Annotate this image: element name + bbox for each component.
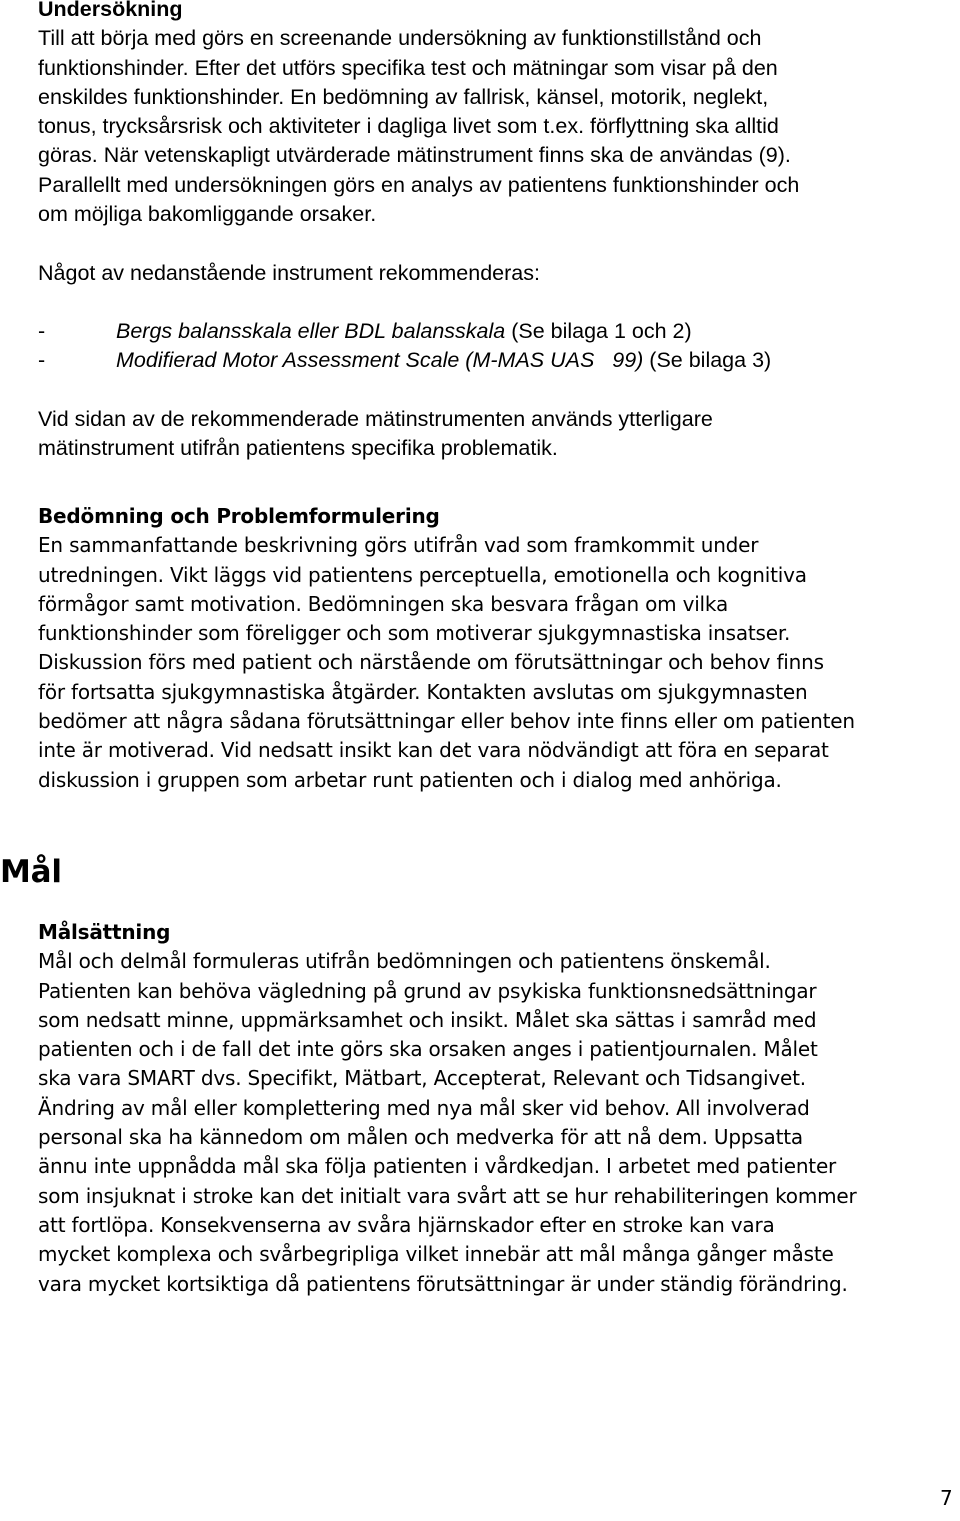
undersokning-body: Till att börja med görs en screenande undersökning av funktionstillstånd och funktionshinder. Efter det utförs specifika test och mätningar som visar på den enskildes funktionshinder. En bedömning av fallrisk, känsel, motorik, neglekt, tonus, trycksårsrisk och aktiviteter i dagliga livet som t.ex. förflyttning ska alltid göras. När vetenskapligt utvärderade mätinstrument finns ska de användas (9). Parallellt med undersökningen görs en analys av patientens funktionshinder och om möjliga bakomliggande orsaker.: [38, 26, 800, 227]
instrument-followup-block: [38, 405, 958, 464]
undersokning-heading: Undersökning: [38, 0, 183, 21]
bedomning-heading: Bedömning och Problemformulering: [38, 504, 440, 528]
instrument-suffix: (Se bilaga 3): [643, 348, 772, 373]
instrument-title: Bergs balansskala eller BDL balansskala: [116, 319, 506, 343]
list-dash: -: [38, 319, 46, 343]
malsattning-body: Mål och delmål formuleras utifrån bedömningen och patientens önskemål. Patienten kan behöva vägledning på grund av psykiska funktionsnedsättningar som nedsatt minne, uppmärksamhet och insikt. Målet ska sättas i samråd med patienten och i de fall det inte görs ska orsaken anges i patientjournalen. Målet ska vara SMART dvs. Specifikt, Mätbart, Accepterat, Relevant och Tidsangivet. Ändring av mål eller komplettering med nya mål sker vid behov. All involverad personal ska ha kännedom om målen och medverka för att nå dem. Uppsatta ännu inte uppnådda mål ska följa patienten i vårdkedjan. I arbetet med patienter som insjuknat i stroke kan det initialt vara svårt att se hur rehabiliteringen kommer att fortlöpa. Konsekvenserna av svåra hjärnskador efter en stroke kan vara mycket komplexa och svårbegripliga vilket innebär att mål många gånger måste vara mycket kortsiktiga då patientens förutsättningar är under ständig förändring.: [38, 949, 857, 1296]
instrument-followup: Vid sidan av de rekommenderade mätinstrumenten används ytterligare mätinstrument utifrån patientens specifika problematik.: [38, 407, 713, 461]
list-dash: -: [38, 348, 46, 373]
instrument-title: Modifierad Motor Assessment Scale (M-MAS UAS 99): [116, 348, 644, 373]
instrument-suffix: (Se bilaga 1 och 2): [505, 319, 692, 343]
undersokning-section: [38, 0, 958, 229]
bedomning-section: [38, 502, 958, 795]
instrument-list: [38, 317, 958, 376]
page-number: 7: [940, 1486, 953, 1510]
instrument-intro-block: [38, 259, 958, 288]
section-title-mal: Mål: [0, 854, 62, 890]
malsattning-section: [38, 918, 958, 1299]
list-item: [38, 346, 958, 375]
bedomning-body: En sammanfattande beskrivning görs utifrån vad som framkommit under utredningen. Vikt läggs vid patientens perceptuella, emotionella och kognitiva förmågor samt motivation. Bedömningen ska besvara frågan om vilka funktionshinder som föreligger och som motiverar sjukgymnastiska insatser. Diskussion förs med patient och närstående om förutsättningar och behov finns för fortsatta sjukgymnastiska åtgärder. Kontakten avslutas om sjukgymnasten bedömer att några sådana förutsättningar eller behov inte finns eller om patienten inte är motiverad. Vid nedsatt insikt kan det vara nödvändigt att föra en separat diskussion i gruppen som arbetar runt patienten och i dialog med anhöriga.: [38, 533, 855, 792]
malsattning-heading: Målsättning: [38, 920, 171, 944]
list-item: [38, 317, 958, 346]
instrument-intro: Något av nedanstående instrument rekommenderas:: [38, 261, 540, 285]
